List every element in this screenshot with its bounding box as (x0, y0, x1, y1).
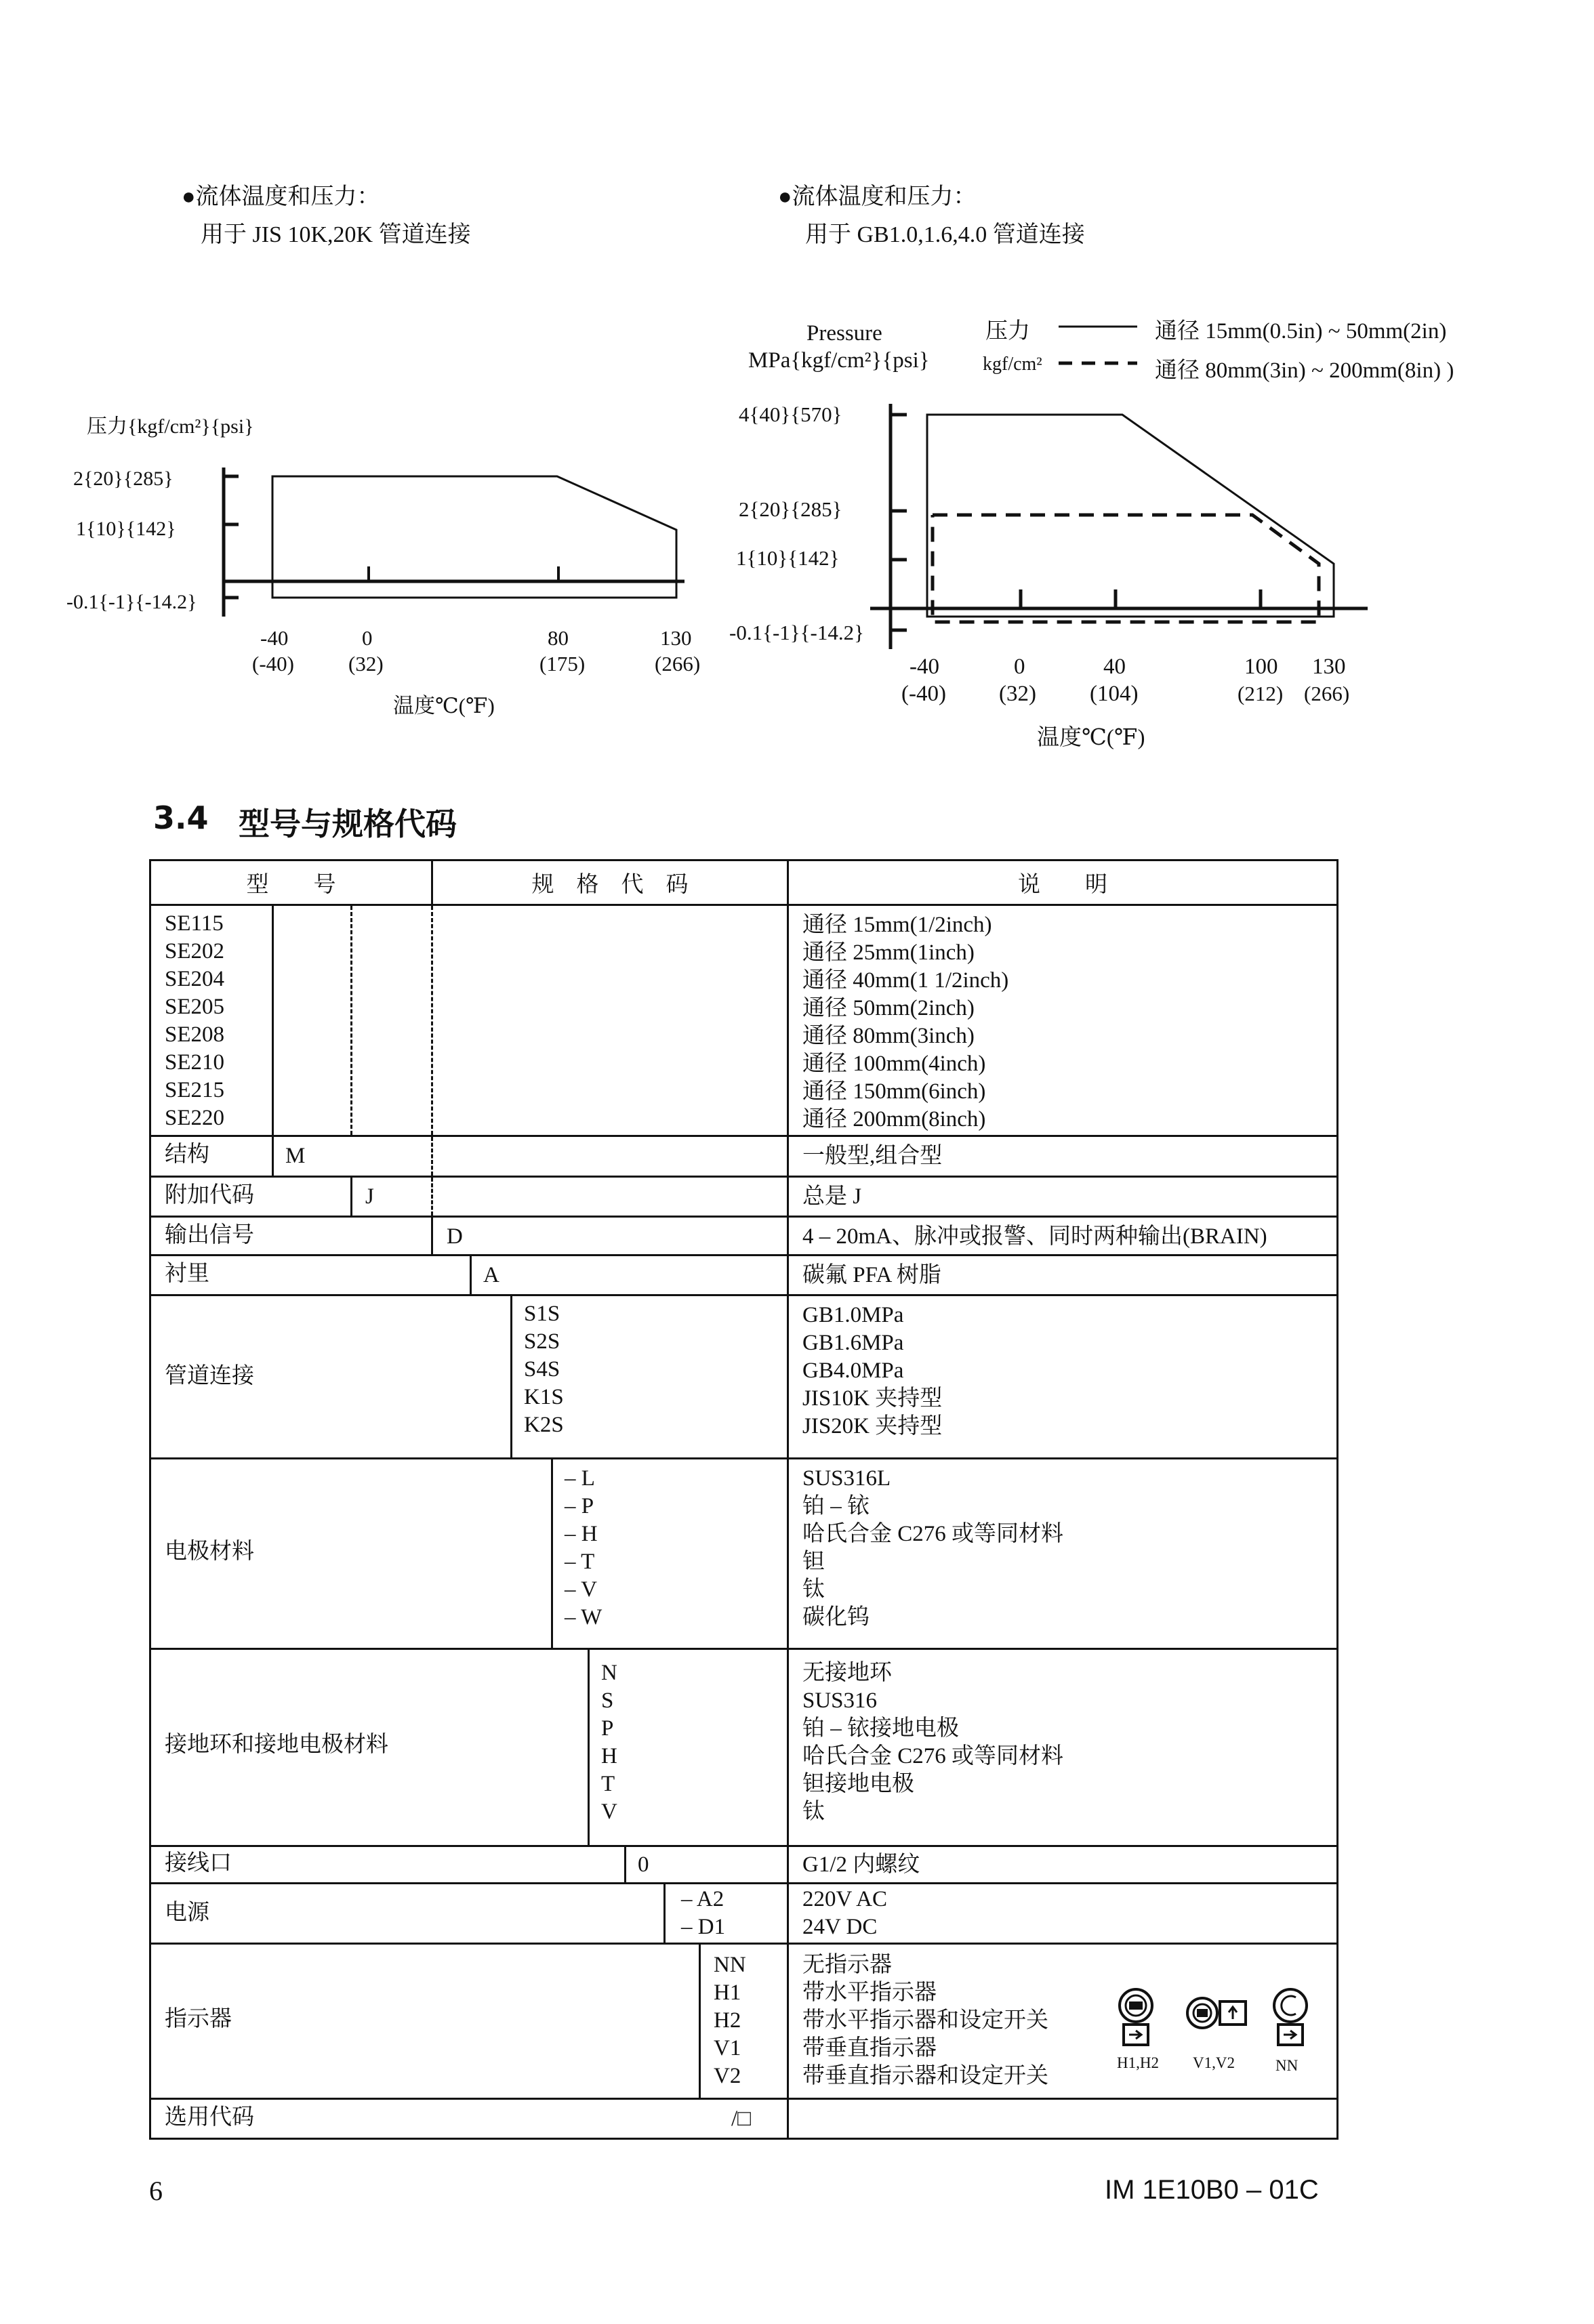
model-description: 通径 40mm(1 1/2inch) (802, 968, 1009, 993)
table-row-models (150, 905, 1338, 1136)
right-x-tick-label: (32) (999, 682, 1036, 706)
model-description: 通径 15mm(1/2inch) (802, 913, 992, 937)
model-code: SE210 (165, 1050, 225, 1075)
header-description: 说 明 (788, 860, 1338, 905)
row-label: 衬里 (165, 1262, 209, 1286)
model-code: SE204 (165, 967, 225, 991)
row-code: M (285, 1144, 306, 1168)
right-x-tick-label: 100 (1244, 655, 1278, 679)
electrode-code: – P (565, 1494, 594, 1518)
model-code: SE202 (165, 939, 225, 963)
right-chart-plot (867, 393, 1383, 657)
table-row-option-codes (150, 2099, 1338, 2139)
model-code: SE220 (165, 1106, 225, 1130)
grounding-code: T (601, 1772, 615, 1796)
legend-dashed-line-icon (1059, 359, 1137, 367)
row-label: 电极材料 (165, 1539, 254, 1564)
indicator-description: 无指示器 (802, 1953, 892, 1977)
icon-caption: H1,H2 (1117, 2054, 1159, 2071)
table-row-electrode-material (150, 1459, 1338, 1649)
pipe-description: GB1.0MPa (802, 1303, 904, 1327)
indicator-code: H1 (714, 1980, 741, 2005)
left-y-tick-label: 2{20}{285} (73, 468, 173, 490)
page-number: 6 (149, 2176, 163, 2206)
electrode-description: 钛 (802, 1577, 825, 1602)
legend-dashed-label: kgf/cm² (983, 354, 1042, 375)
right-y-tick-label: -0.1{-1}{-14.2} (729, 621, 864, 644)
row-description: 4 – 20mA、脉冲或报警、同时两种输出(BRAIN) (802, 1224, 1267, 1249)
legend-solid-line-icon (1059, 323, 1137, 331)
pipe-code: S2S (524, 1329, 560, 1354)
left-y-tick-label: -0.1{-1}{-14.2} (66, 591, 197, 613)
row-label: 输出信号 (165, 1223, 254, 1247)
indicator-code: V1 (714, 2036, 741, 2060)
electrode-description: 铂 – 铱 (802, 1494, 870, 1518)
grounding-description: SUS316 (802, 1688, 878, 1713)
table-header-row (150, 860, 1338, 905)
left-chart-subheading: 用于 JIS 10K,20K 管道连接 (201, 222, 471, 247)
indicator-description: 带水平指示器 (802, 1980, 937, 2005)
section-title: 型号与规格代码 (239, 806, 457, 842)
right-x-tick-label: (-40) (901, 682, 946, 706)
grounding-code: V (601, 1800, 617, 1824)
grounding-description: 哈氏合金 C276 或等同材料 (802, 1744, 1064, 1768)
row-label: 接线口 (165, 1851, 232, 1875)
row-code: /□ (731, 2107, 752, 2131)
row-description: 总是 J (802, 1184, 862, 1209)
model-description: 通径 100mm(4inch) (802, 1052, 986, 1076)
left-y-tick-label: 1{10}{142} (76, 518, 176, 540)
row-label: 附加代码 (165, 1183, 254, 1207)
model-description: 通径 50mm(2inch) (802, 996, 975, 1020)
row-label: 指示器 (165, 2007, 232, 2031)
model-code: SE205 (165, 995, 225, 1019)
left-y-title: 压力{kgf/cm²}{psi} (87, 415, 254, 438)
right-x-tick-label: (104) (1090, 682, 1139, 706)
grounding-code: N (601, 1661, 617, 1685)
table-row-grounding-material (150, 1649, 1338, 1846)
icon-caption: V1,V2 (1193, 2054, 1235, 2071)
left-operating-envelope (272, 476, 676, 598)
row-label: 接地环和接地电极材料 (165, 1732, 388, 1757)
left-x-tick-label: 130 (660, 626, 692, 650)
right-x-tick-label: -40 (910, 655, 939, 679)
electrode-code: – W (565, 1605, 602, 1630)
row-label: 管道连接 (165, 1364, 254, 1388)
right-x-tick-label: (212) (1238, 682, 1284, 705)
pipe-description: JIS10K 夹持型 (802, 1386, 943, 1411)
model-code: SE115 (165, 911, 224, 936)
indicator-code: H2 (714, 2008, 741, 2033)
left-x-tick-label: (175) (539, 652, 586, 676)
left-x-tick-label: (32) (348, 652, 384, 676)
table-row-additional-code (150, 1177, 1338, 1217)
power-code: – A2 (681, 1887, 724, 1911)
right-x-tick-label: 0 (1014, 655, 1025, 679)
left-chart-plot (203, 447, 718, 623)
power-description: 220V AC (802, 1887, 888, 1911)
right-y-title: MPa{kgf/cm²}{psi} (748, 348, 930, 373)
left-x-title: 温度℃(℉) (393, 694, 495, 718)
grounding-description: 铂 – 铱接地电极 (802, 1716, 959, 1741)
model-description: 通径 80mm(3inch) (802, 1024, 975, 1048)
row-description: 一般型,组合型 (802, 1144, 943, 1168)
electrode-description: 钽 (802, 1550, 825, 1574)
grounding-code: H (601, 1744, 617, 1768)
pipe-description: GB1.6MPa (802, 1331, 904, 1355)
left-chart-heading: ●流体温度和压力： (182, 184, 380, 209)
row-description: 碳氟 PFA 树脂 (802, 1263, 941, 1287)
header-spec-code: 规 格 代 码 (432, 860, 788, 905)
table-row-power-supply (150, 1884, 1338, 1944)
right-y-title: Pressure (806, 321, 882, 346)
horizontal-indicator-icon (1114, 1987, 1158, 2049)
indicator-code: V2 (714, 2064, 741, 2088)
pipe-description: JIS20K 夹持型 (802, 1414, 943, 1438)
left-x-tick-label: 0 (362, 626, 373, 650)
row-label: 结构 (165, 1142, 209, 1167)
right-chart-subheading: 用于 GB1.0,1.6,4.0 管道连接 (805, 222, 1085, 247)
right-y-tick-label: 2{20}{285} (739, 497, 842, 521)
table-row-structure (150, 1136, 1338, 1177)
indicator-code: NN (714, 1953, 746, 1977)
row-description: G1/2 内螺纹 (802, 1852, 920, 1877)
grounding-code: S (601, 1688, 614, 1713)
model-code: SE215 (165, 1078, 225, 1102)
row-code: A (483, 1263, 499, 1287)
left-x-tick-label: -40 (260, 626, 289, 650)
left-x-tick-label: (-40) (252, 652, 294, 676)
model-description: 通径 200mm(8inch) (802, 1107, 986, 1132)
table-row-indicator (150, 1944, 1338, 2099)
model-description: 通径 25mm(1inch) (802, 940, 975, 965)
table-row-wiring-port (150, 1846, 1338, 1884)
row-label: 选用代码 (165, 2105, 254, 2130)
power-description: 24V DC (802, 1915, 878, 1939)
no-indicator-icon (1269, 1987, 1312, 2049)
pipe-code: S1S (524, 1302, 560, 1326)
vertical-indicator-icon (1185, 1995, 1250, 2031)
document-number: IM 1E10B0 – 01C (1105, 2175, 1319, 2205)
grounding-description: 无接地环 (802, 1661, 892, 1685)
table-row-pipe-connection (150, 1295, 1338, 1459)
electrode-description: 哈氏合金 C276 或等同材料 (802, 1522, 1064, 1546)
left-x-tick-label: (266) (655, 652, 701, 676)
power-code: – D1 (681, 1915, 726, 1939)
pipe-description: GB4.0MPa (802, 1358, 904, 1383)
grounding-description: 钽接地电极 (802, 1772, 914, 1796)
right-x-tick-label: (266) (1304, 682, 1350, 705)
icon-caption: NN (1275, 2057, 1299, 2074)
pipe-code: S4S (524, 1357, 560, 1382)
electrode-code: – V (565, 1577, 597, 1602)
header-model: 型 号 (150, 860, 432, 905)
row-code: J (365, 1184, 374, 1209)
electrode-code: – L (565, 1466, 595, 1491)
left-x-tick-label: 80 (548, 626, 569, 650)
electrode-code: – H (565, 1522, 598, 1546)
table-row-output-signal (150, 1217, 1338, 1256)
legend-solid-text: 通径 15mm(0.5in) ~ 50mm(2in) (1155, 319, 1447, 344)
right-x-title: 温度℃(℉) (1037, 726, 1145, 750)
right-y-tick-label: 1{10}{142} (736, 546, 840, 570)
model-spec-table (149, 859, 1338, 2140)
electrode-description: SUS316L (802, 1466, 891, 1491)
grounding-code: P (601, 1716, 614, 1741)
indicator-description: 带垂直指示器和设定开关 (802, 2064, 1048, 2088)
model-description: 通径 150mm(6inch) (802, 1079, 986, 1104)
indicator-description: 带垂直指示器 (802, 2036, 937, 2060)
pipe-code: K2S (524, 1413, 564, 1437)
legend-dashed-text: 通径 80mm(3in) ~ 200mm(8in) ) (1155, 358, 1454, 383)
pipe-code: K1S (524, 1385, 564, 1409)
row-label: 电源 (165, 1901, 209, 1925)
electrode-code: – T (565, 1550, 595, 1574)
row-code: 0 (638, 1852, 649, 1877)
section-number: 3.4 (153, 800, 209, 836)
right-x-tick-label: 40 (1103, 655, 1126, 679)
legend-solid-label: 压力 (985, 319, 1030, 344)
indicator-description: 带水平指示器和设定开关 (802, 2008, 1048, 2033)
right-x-tick-label: 130 (1312, 655, 1346, 679)
table-row-lining (150, 1256, 1338, 1295)
grounding-description: 钛 (802, 1800, 825, 1824)
right-chart-heading: ●流体温度和压力： (778, 184, 977, 209)
right-y-tick-label: 4{40}{570} (739, 402, 842, 426)
model-code: SE208 (165, 1022, 225, 1047)
row-code: D (447, 1224, 463, 1249)
electrode-description: 碳化钨 (802, 1605, 870, 1630)
